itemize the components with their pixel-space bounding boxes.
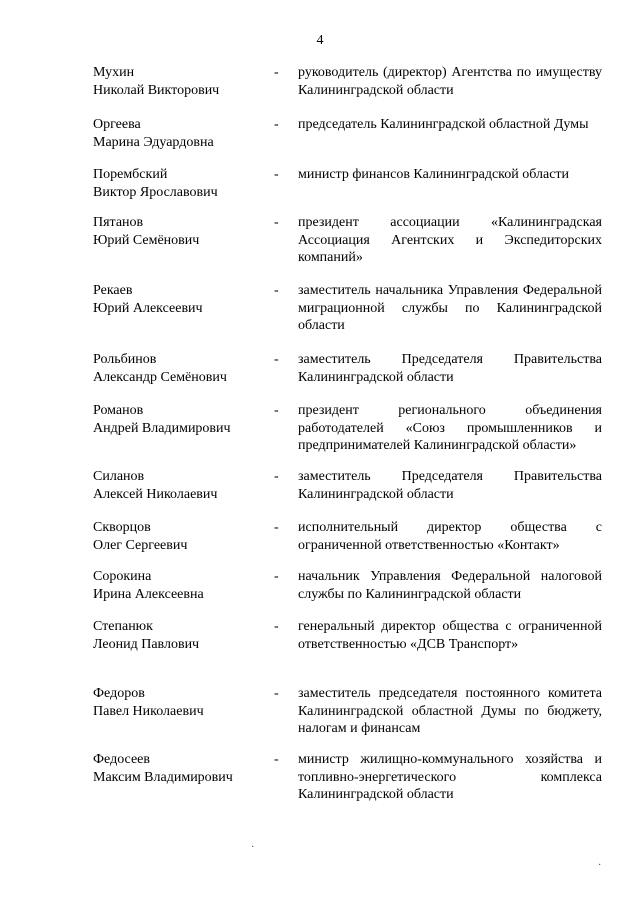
dash-separator: - xyxy=(274,520,279,535)
member-entry xyxy=(0,468,640,519)
member-role: заместитель Председателя Правительства Калининградской области xyxy=(298,352,602,385)
member-role: президент ассоциации «Калининградская Ассоциация Агентских и Экспедиторских компаний» xyxy=(298,215,602,265)
member-name xyxy=(93,214,268,249)
member-role: исполнительный директор общества с ограниченной ответственностью «Контакт» xyxy=(298,520,602,553)
member-role: генеральный директор общества с ограниченной ответственностью «ДСВ Транспорт» xyxy=(298,619,602,652)
member-list xyxy=(0,64,640,807)
dash-separator: - xyxy=(274,215,279,230)
member-entry xyxy=(0,64,640,116)
member-role: министр жилищно-коммунального хозяйства и топливно-энергетического комплекса Калининградской области xyxy=(298,752,602,802)
member-given-names: Павел Николаевич xyxy=(93,703,204,719)
member-given-names: Юрий Алексеевич xyxy=(93,300,203,316)
member-role: заместитель Председателя Правительства Калининградской области xyxy=(298,469,602,502)
member-name xyxy=(93,282,268,317)
member-entry xyxy=(0,402,640,468)
member-name xyxy=(93,351,268,386)
member-given-names: Олег Сергеевич xyxy=(93,537,188,553)
scan-speck: · xyxy=(251,842,255,853)
member-role: заместитель председателя постоянного комитета Калининградской областной Думы по бюджету, налогам и финансам xyxy=(298,686,602,736)
member-role: начальник Управления Федеральной налоговой службы по Калининградской области xyxy=(298,569,602,602)
member-given-names: Юрий Семёнович xyxy=(93,232,200,248)
member-surname: Федоров xyxy=(93,686,145,701)
member-entry xyxy=(0,618,640,685)
member-role: руководитель (директор) Агентства по имуществу Калининградской области xyxy=(298,65,602,98)
member-surname: Рекаев xyxy=(93,283,133,298)
member-role: министр финансов Калининградской области xyxy=(298,167,570,182)
dash-separator: - xyxy=(274,569,279,584)
member-given-names: Максим Владимирович xyxy=(93,769,233,785)
dash-separator: - xyxy=(274,619,279,634)
member-surname: Скворцов xyxy=(93,520,151,535)
member-surname: Романов xyxy=(93,403,144,418)
member-entry xyxy=(0,351,640,402)
member-name xyxy=(93,568,268,603)
member-surname: Федосеев xyxy=(93,752,150,767)
page-number: 4 xyxy=(316,33,324,48)
dash-separator: - xyxy=(274,752,279,767)
member-given-names: Алексей Николаевич xyxy=(93,486,218,502)
dash-separator: - xyxy=(274,283,279,298)
member-entry xyxy=(0,751,640,807)
member-name xyxy=(93,116,268,151)
member-given-names: Виктор Ярославович xyxy=(93,184,218,200)
member-surname: Пятанов xyxy=(93,215,144,230)
member-entry xyxy=(0,116,640,166)
dash-separator: - xyxy=(274,65,279,80)
member-name xyxy=(93,468,268,503)
member-surname: Мухин xyxy=(93,65,135,80)
member-surname: Сорокина xyxy=(93,569,152,584)
member-entry xyxy=(0,214,640,282)
member-given-names: Марина Эдуардовна xyxy=(93,134,214,150)
member-entry xyxy=(0,166,640,214)
member-given-names: Александр Семёнович xyxy=(93,369,227,385)
member-given-names: Ирина Алексеевна xyxy=(93,586,204,602)
member-surname: Силанов xyxy=(93,469,145,484)
dash-separator: - xyxy=(274,352,279,367)
member-role: председатель Калининградской областной Думы xyxy=(298,117,589,132)
dash-separator: - xyxy=(274,167,279,182)
member-name xyxy=(93,64,268,99)
member-surname: Порембский xyxy=(93,167,168,182)
member-name xyxy=(93,618,268,653)
member-name xyxy=(93,685,268,720)
member-given-names: Николай Викторович xyxy=(93,82,220,98)
member-name xyxy=(93,402,268,437)
member-given-names: Андрей Владимирович xyxy=(93,420,231,436)
dash-separator: - xyxy=(274,469,279,484)
dash-separator: - xyxy=(274,403,279,418)
member-entry xyxy=(0,519,640,568)
member-name xyxy=(93,751,268,786)
member-surname: Степанюк xyxy=(93,619,153,634)
scan-speck: · xyxy=(598,860,602,871)
dash-separator: - xyxy=(274,117,279,132)
member-surname: Рольбинов xyxy=(93,352,157,367)
dash-separator: - xyxy=(274,686,279,701)
member-surname: Оргеева xyxy=(93,117,141,132)
member-role: президент регионального объединения работодателей «Союз промышленников и предпринимателей Калининградской области» xyxy=(298,403,602,453)
member-entry xyxy=(0,568,640,618)
member-entry xyxy=(0,282,640,351)
member-name xyxy=(93,166,268,201)
member-given-names: Леонид Павлович xyxy=(93,636,200,652)
member-name xyxy=(93,519,268,554)
member-entry xyxy=(0,685,640,751)
member-role: заместитель начальника Управления Федеральной миграционной службы по Калининградской области xyxy=(298,283,602,333)
